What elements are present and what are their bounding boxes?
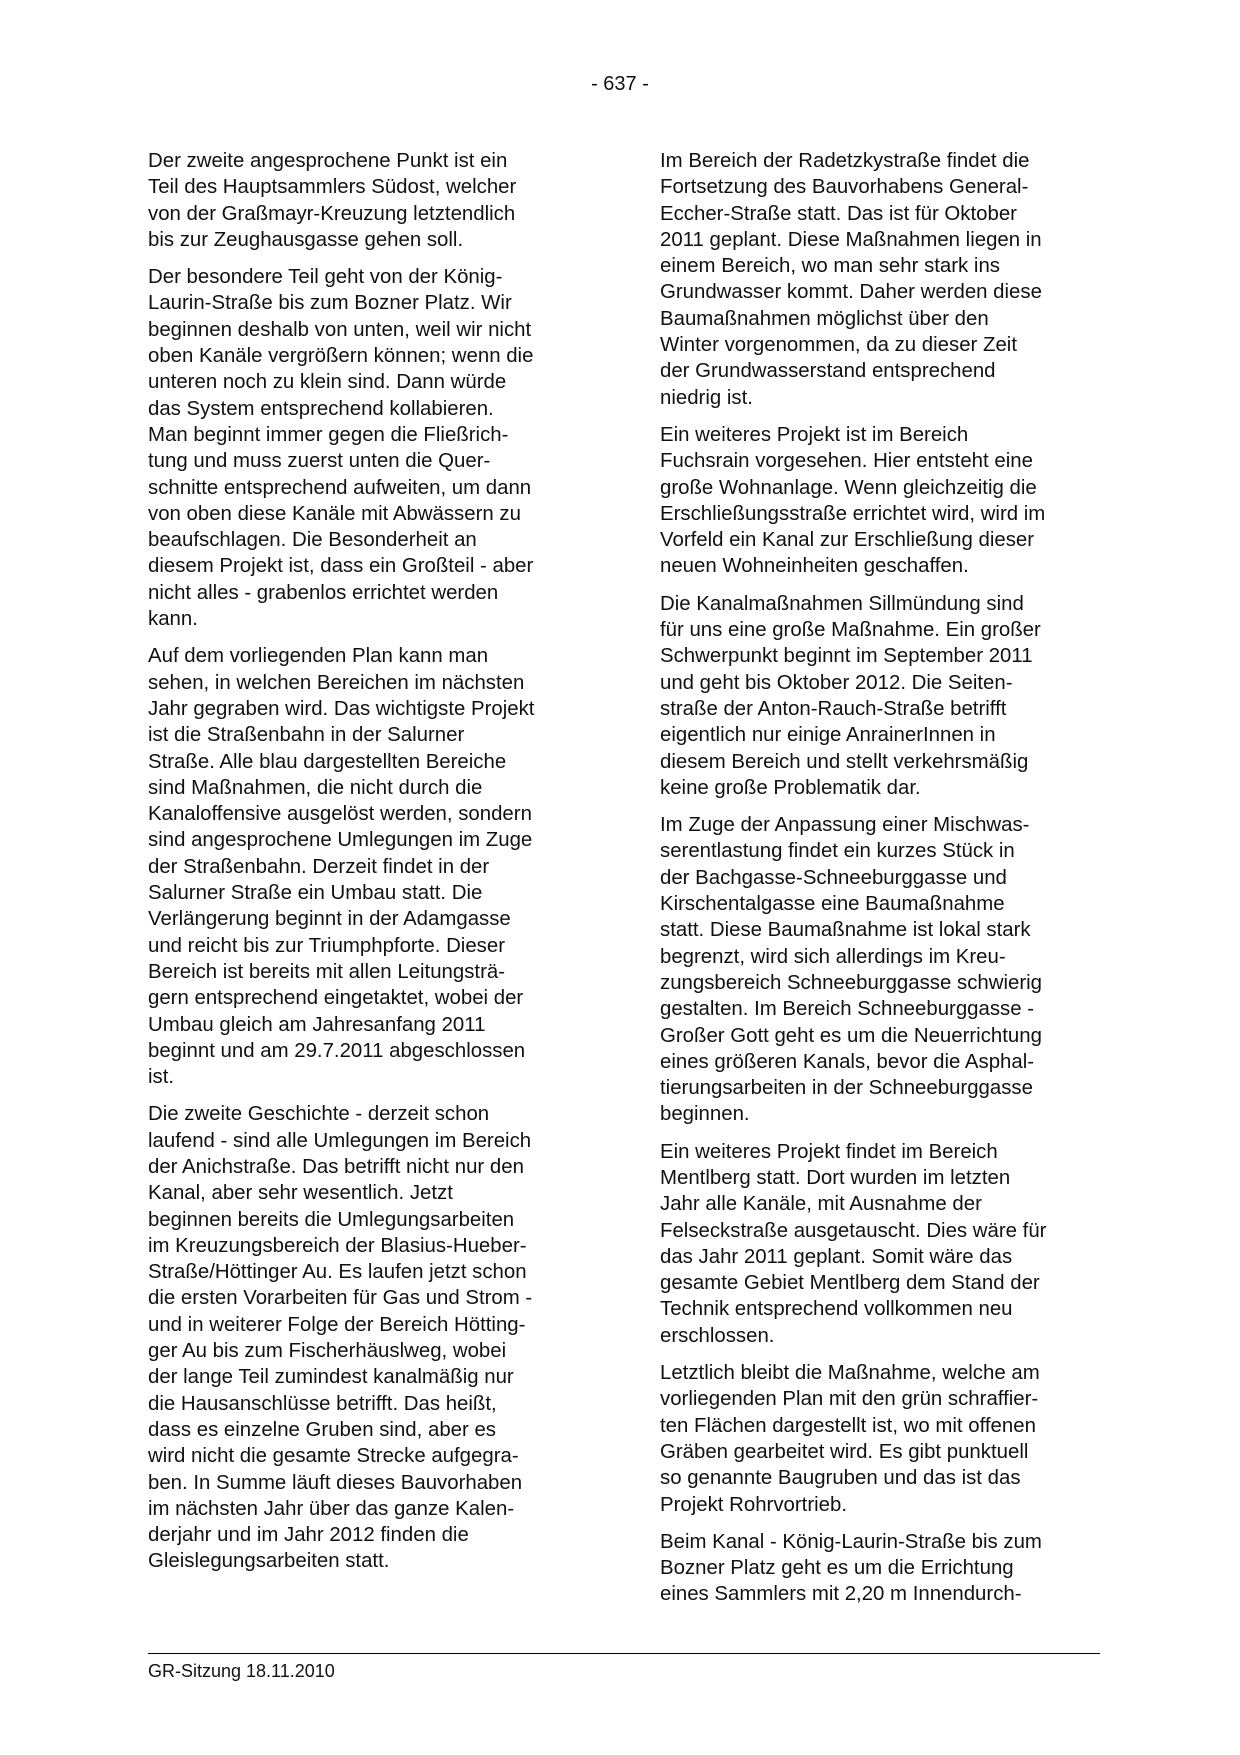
text-line: Auf dem vorliegenden Plan kann man — [148, 645, 489, 668]
text-line: schnitte entsprechend aufweiten, um dann — [148, 476, 532, 499]
text-line: von oben diese Kanäle mit Abwässern zu — [148, 502, 521, 525]
paragraph — [148, 264, 596, 632]
text-line: dass es einzelne Gruben sind, aber es — [148, 1418, 496, 1441]
text-line: im nächsten Jahr über das ganze Kalen- — [148, 1497, 515, 1520]
text-line: die ersten Vorarbeiten für Gas und Strom - — [148, 1287, 533, 1310]
text-line: das Jahr 2011 geplant. Somit wäre das — [660, 1245, 1013, 1268]
paragraph — [148, 148, 596, 253]
text-line: von der Graßmayr-Kreuzung letztendlich — [148, 202, 516, 225]
text-line: laufend - sind alle Umlegungen im Bereich — [148, 1129, 532, 1152]
text-line: Straße/Höttinger Au. Es laufen jetzt schon — [148, 1261, 527, 1284]
text-line: eines größeren Kanals, bevor die Asphal- — [660, 1050, 1035, 1073]
right-column — [660, 148, 1100, 1619]
text-line: neuen Wohneinheiten geschaffen. — [660, 555, 969, 578]
text-line: unteren noch zu klein sind. Dann würde — [148, 371, 507, 394]
text-line: und geht bis Oktober 2012. Die Seiten- — [660, 671, 1013, 694]
text-line: ben. In Summe läuft dieses Bauvorhaben — [148, 1471, 523, 1494]
text-line: Winter vorgenommen, da zu dieser Zeit — [660, 334, 1017, 357]
text-line: beginnen bereits die Umlegungsarbeiten — [148, 1208, 515, 1231]
text-line: wird nicht die gesamte Strecke aufgegra- — [148, 1445, 519, 1468]
text-line: Salurner Straße ein Umbau statt. Die — [148, 882, 483, 905]
text-line: niedrig ist. — [660, 386, 753, 409]
text-line: gestalten. Im Bereich Schneeburggasse - — [660, 998, 1035, 1021]
text-line: Der zweite angesprochene Punkt ist ein — [148, 150, 508, 172]
footer-text: GR-Sitzung 18.11.2010 — [148, 1661, 335, 1681]
text-line: Fuchsrain vorgesehen. Hier entsteht eine — [660, 450, 1033, 473]
text-line: bis zur Zeughausgasse gehen soll. — [148, 228, 464, 251]
text-line: Felseckstraße ausgetauscht. Dies wäre für — [660, 1219, 1047, 1242]
text-line: Großer Gott geht es um die Neuerrichtung — [660, 1024, 1042, 1047]
text-line: der Straßenbahn. Derzeit findet in der — [148, 855, 490, 878]
text-line: ten Flächen dargestellt ist, wo mit offenen — [660, 1414, 1036, 1437]
text-line: Erschließungsstraße errichtet wird, wird im — [660, 502, 1046, 525]
paragraph — [660, 1139, 1100, 1349]
text-line: der lange Teil zumindest kanalmäßig nur — [148, 1366, 514, 1389]
text-line: oben Kanäle vergrößern können; wenn die — [148, 345, 534, 368]
text-line: Baumaßnahmen möglichst über den — [660, 307, 989, 330]
text-line: Ein weiteres Projekt ist im Bereich — [660, 423, 969, 446]
text-line: Im Zuge der Anpassung einer Mischwas- — [660, 814, 1030, 837]
text-line: serentlastung findet ein kurzes Stück in — [660, 840, 1015, 863]
text-line: nicht alles - grabenlos errichtet werden — [148, 581, 499, 604]
text-line: tierungsarbeiten in der Schneeburggasse — [660, 1077, 1033, 1100]
text-line: Vorfeld ein Kanal zur Erschließung dieser — [660, 529, 1035, 552]
text-line: und in weiterer Folge der Bereich Hötting- — [148, 1313, 526, 1336]
text-line: Verlängerung beginnt in der Adamgasse — [148, 908, 511, 931]
paragraph — [148, 643, 596, 1090]
text-line: sind angesprochene Umlegungen im Zuge — [148, 829, 533, 852]
text-line: Gräben gearbeitet wird. Es gibt punktuell — [660, 1440, 1029, 1463]
text-line: keine große Problematik dar. — [660, 776, 921, 799]
text-line: Kirschentalgasse eine Baumaßnahme — [660, 893, 1005, 916]
text-line: Laurin-Straße bis zum Bozner Platz. Wir — [148, 292, 512, 315]
text-line: tung und muss zuerst unten die Quer- — [148, 450, 491, 473]
text-line: Mentlberg statt. Dort wurden im letzten — [660, 1166, 1011, 1189]
text-line: Kanaloffensive ausgelöst werden, sondern — [148, 803, 532, 826]
text-line: sind Maßnahmen, die nicht durch die — [148, 776, 483, 799]
paragraph — [660, 591, 1100, 801]
text-line: straße der Anton-Rauch-Straße betrifft — [660, 697, 1007, 720]
text-line: beginnt und am 29.7.2011 abgeschlossen — [148, 1039, 526, 1062]
text-line: vorliegenden Plan mit den grün schraffier- — [660, 1388, 1039, 1411]
text-line: das System entsprechend kollabieren. — [148, 397, 494, 420]
text-line: beginnen. — [660, 1103, 750, 1126]
text-line: für uns eine große Maßnahme. Ein großer — [660, 619, 1041, 642]
text-line: der Anichstraße. Das betrifft nicht nur den — [148, 1155, 524, 1178]
text-line: erschlossen. — [660, 1324, 775, 1347]
text-line: sehen, in welchen Bereichen im nächsten — [148, 671, 525, 694]
text-line: der Bachgasse-Schneeburggasse und — [660, 866, 1007, 889]
text-line: Bereich ist bereits mit allen Leitungsträ- — [148, 960, 505, 983]
text-line: kann. — [148, 608, 198, 631]
text-line: Beim Kanal - König-Laurin-Straße bis zum — [660, 1530, 1042, 1553]
text-line: ist. — [148, 1066, 175, 1089]
text-line: Umbau gleich am Jahresanfang 2011 — [148, 1013, 486, 1036]
text-line: diesem Bereich und stellt verkehrsmäßig — [660, 750, 1029, 773]
text-line: ger Au bis zum Fischerhäuslweg, wobei — [148, 1340, 507, 1363]
text-line: Letztlich bleibt die Maßnahme, welche am — [660, 1362, 1040, 1385]
text-line: 2011 geplant. Diese Maßnahmen liegen in — [660, 228, 1042, 251]
text-line: Kanal, aber sehr wesentlich. Jetzt — [148, 1182, 453, 1205]
text-line: ist die Straßenbahn in der Salurner — [148, 724, 465, 747]
text-line: Projekt Rohrvortrieb. — [660, 1493, 847, 1516]
text-line: beaufschlagen. Die Besonderheit an — [148, 529, 477, 552]
text-line: beginnen deshalb von unten, weil wir nicht — [148, 318, 532, 341]
text-line: Bozner Platz geht es um die Errichtung — [660, 1557, 1014, 1580]
text-line: so genannte Baugruben und das ist das — [660, 1467, 1021, 1490]
text-line: Grundwasser kommt. Daher werden diese — [660, 281, 1042, 304]
text-line: Schwerpunkt beginnt im September 2011 — [660, 645, 1033, 668]
text-line: Fortsetzung des Bauvorhabens General- — [660, 176, 1029, 199]
text-line: gesamte Gebiet Mentlberg dem Stand der — [660, 1272, 1040, 1295]
footer-divider — [148, 1653, 1100, 1654]
paragraph — [660, 148, 1100, 411]
text-line: eines Sammlers mit 2,20 m Innendurch- — [660, 1583, 1022, 1606]
text-line: zungsbereich Schneeburggasse schwierig — [660, 971, 1042, 994]
text-line: derjahr und im Jahr 2012 finden die — [148, 1524, 469, 1547]
text-line: einem Bereich, wo man sehr stark ins — [660, 255, 1000, 278]
paragraph — [148, 1101, 596, 1574]
text-line: der Grundwasserstand entsprechend — [660, 360, 996, 383]
paragraph — [660, 422, 1100, 580]
left-column — [148, 148, 596, 1586]
text-line: Die Kanalmaßnahmen Sillmündung sind — [660, 592, 1024, 615]
text-line: Eccher-Straße statt. Das ist für Oktober — [660, 202, 1017, 225]
text-line: gern entsprechend eingetaktet, wobei der — [148, 987, 524, 1010]
text-line: und reicht bis zur Triumphpforte. Dieser — [148, 934, 505, 957]
text-line: Jahr gegraben wird. Das wichtigste Projekt — [148, 697, 535, 720]
text-line: Die zweite Geschichte - derzeit schon — [148, 1103, 490, 1126]
text-line: Jahr alle Kanäle, mit Ausnahme der — [660, 1193, 982, 1216]
text-line: Straße. Alle blau dargestellten Bereiche — [148, 750, 507, 773]
text-line: begrenzt, wird sich allerdings im Kreu- — [660, 945, 1006, 968]
text-line: Im Bereich der Radetzkystraße findet die — [660, 150, 1030, 172]
text-line: eigentlich nur einige AnrainerInnen in — [660, 724, 996, 747]
text-line: Der besondere Teil geht von der König- — [148, 266, 503, 289]
paragraph — [660, 812, 1100, 1128]
text-line: diesem Projekt ist, dass ein Großteil - aber — [148, 555, 534, 578]
text-line: Technik entsprechend vollkommen neu — [660, 1298, 1013, 1321]
text-line: die Hausanschlüsse betrifft. Das heißt, — [148, 1392, 497, 1415]
text-line: Gleislegungsarbeiten statt. — [148, 1550, 390, 1573]
text-line: im Kreuzungsbereich der Blasius-Hueber- — [148, 1234, 527, 1257]
text-line: Man beginnt immer gegen die Fließrich- — [148, 423, 509, 446]
text-line: Ein weiteres Projekt findet im Bereich — [660, 1140, 998, 1163]
text-line: Teil des Hauptsammlers Südost, welcher — [148, 176, 517, 199]
page-number: - 637 - — [591, 73, 649, 95]
text-line: große Wohnanlage. Wenn gleichzeitig die — [660, 476, 1037, 499]
paragraph — [660, 1360, 1100, 1518]
text-line: statt. Diese Baumaßnahme ist lokal stark — [660, 919, 1031, 942]
paragraph — [660, 1529, 1100, 1608]
